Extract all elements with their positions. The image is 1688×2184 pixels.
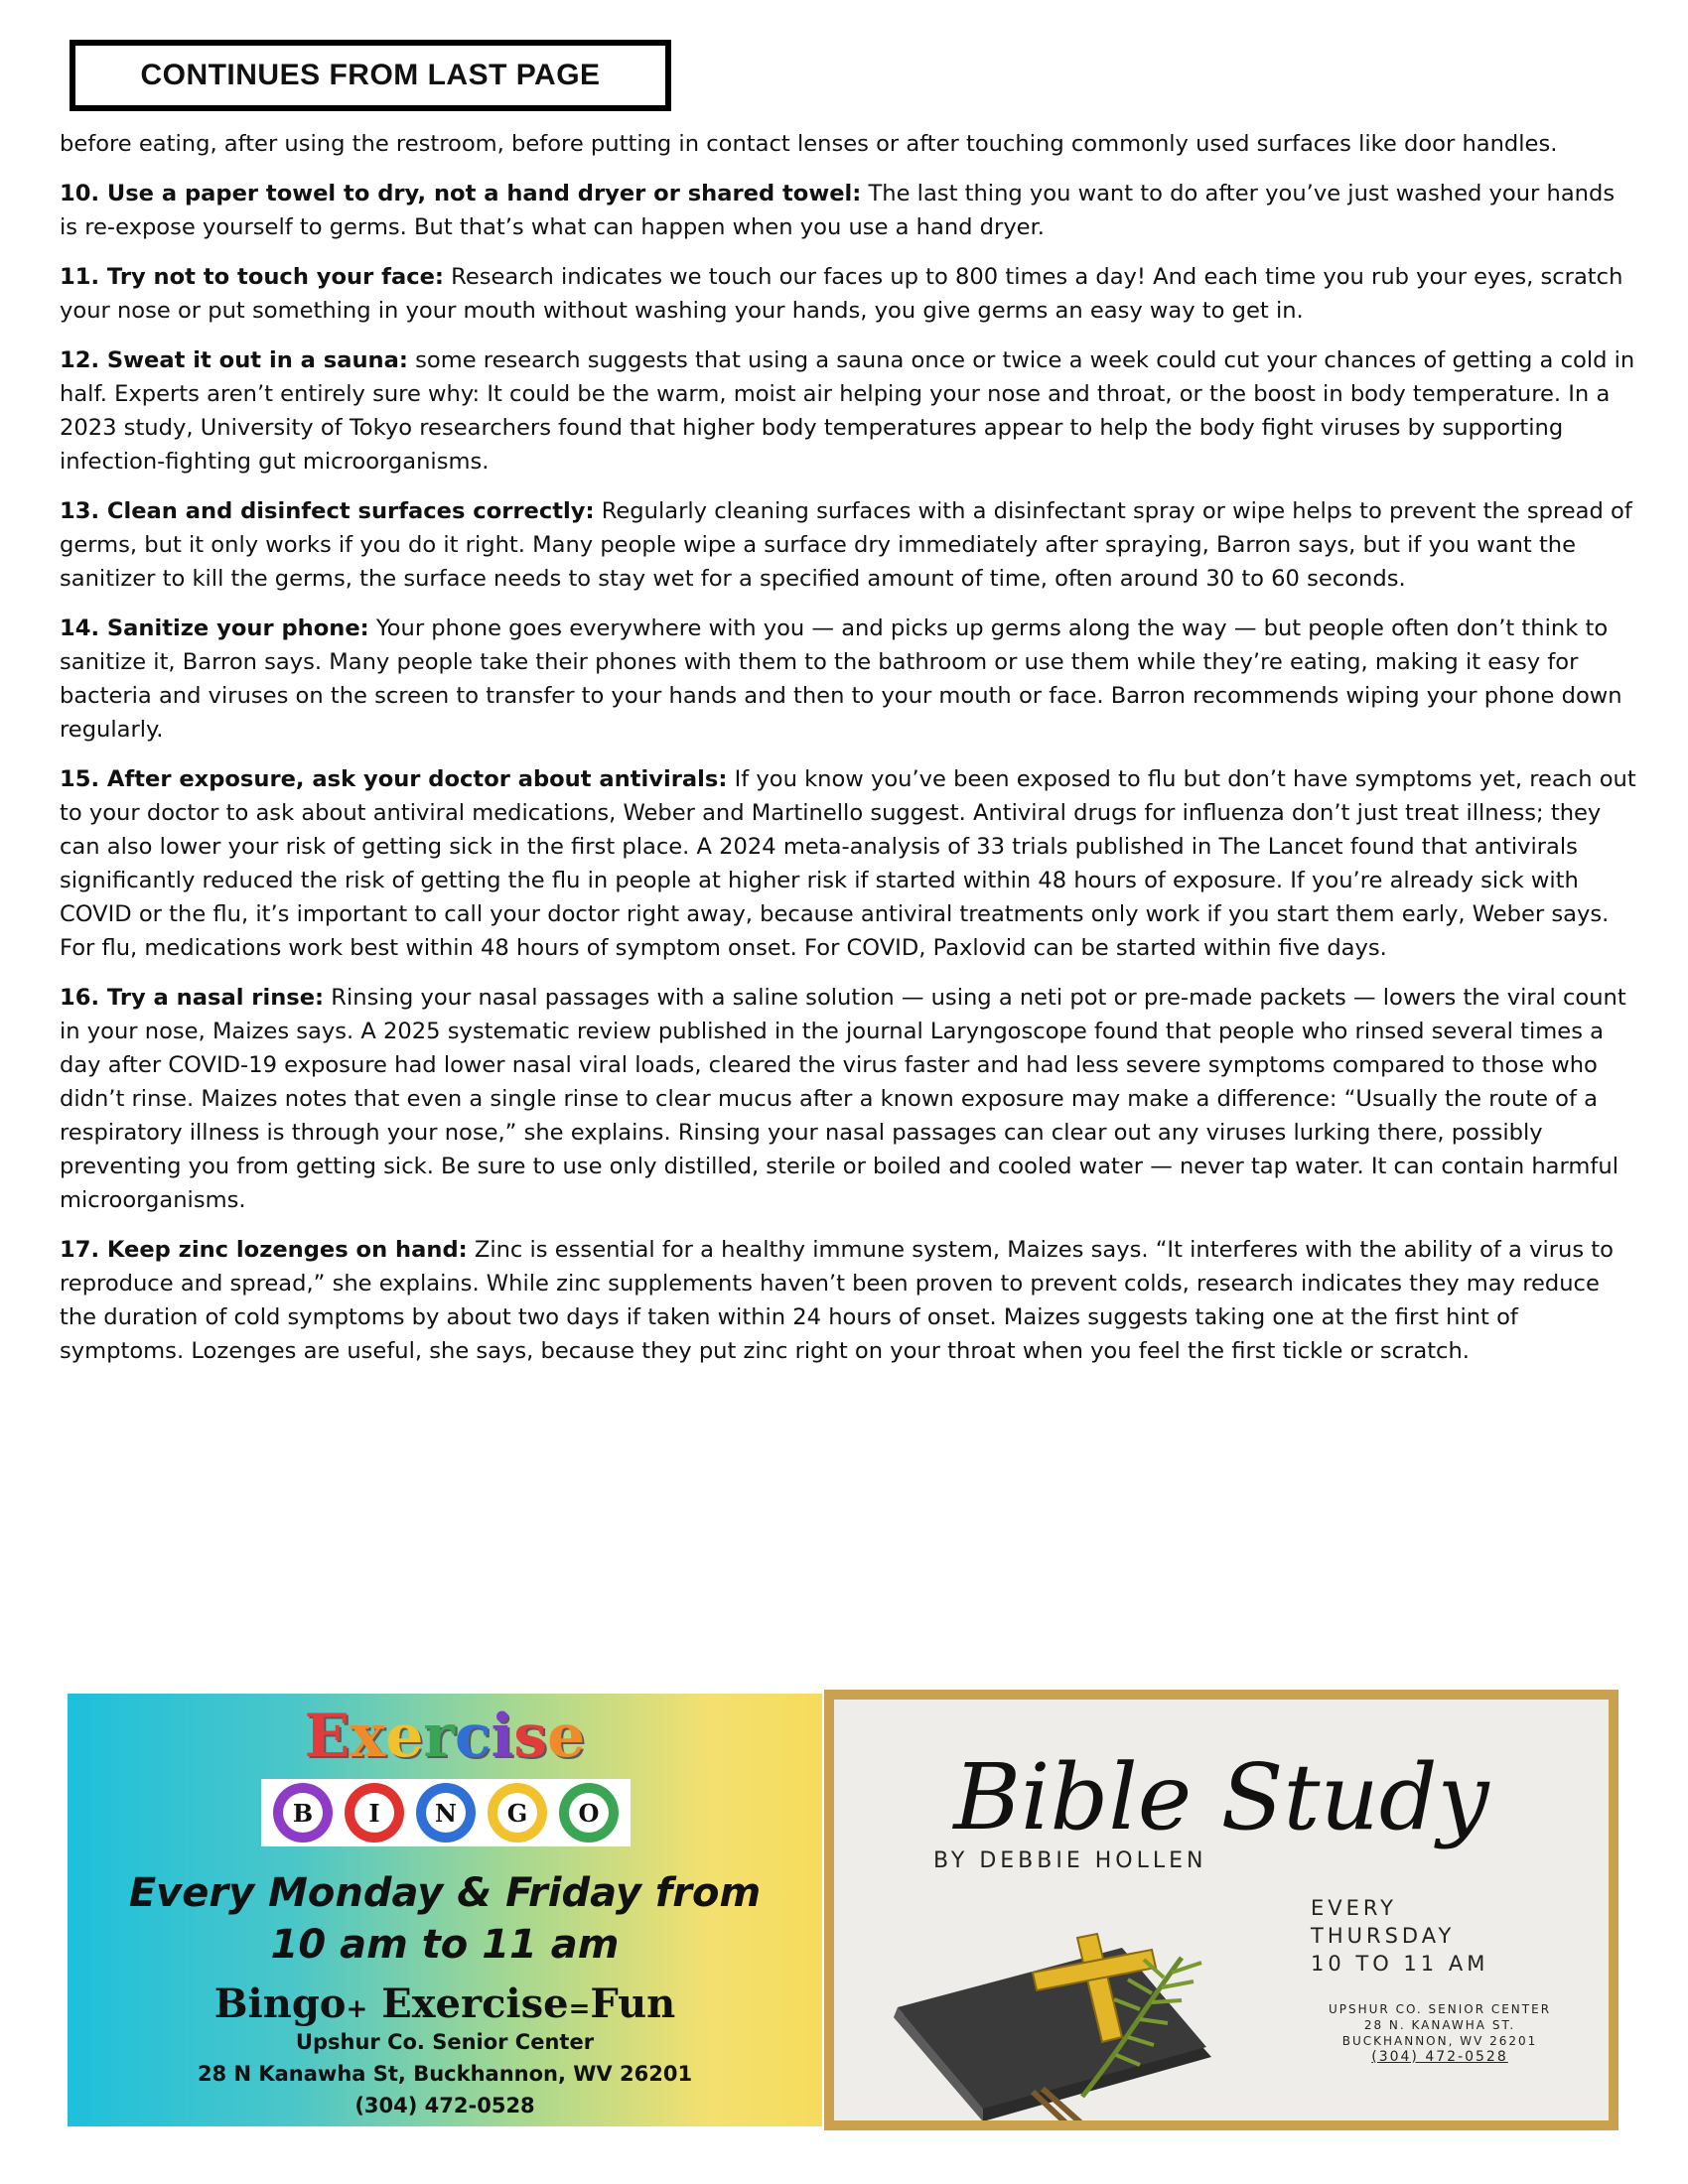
address-line: 28 N. KANAWHA ST.	[1363, 2018, 1516, 2032]
tip-paragraph	[60, 260, 1638, 328]
tip-title: 11. Try not to touch your face:	[60, 264, 444, 290]
tip-body: Rinsing your nasal passages with a saline solution — using a neti pot or pre-made packets — lowers the viral count in your nose, Maizes says. A 2025 systematic review published in the journal Laryngoscope found that people who rinsed several times a day after COVID-19 exposure had lower nasal viral loads, cleared the virus faster and had less severe symptoms compared to those who didn’t rinse. Maizes notes that even a single rinse to clear mucus after a known exposure may make a difference: “Usually the route of a respiratory illness is through your nose,” she explains. Rinsing your nasal passages can clear out any viruses lurking there, possibly preventing you from getting sick. Be sure to use only distilled, sterile or boiled and cooled water — never tap water. It can contain harmful microorganisms.	[60, 985, 1626, 1213]
exercise-bingo-flyer	[68, 1694, 822, 2126]
bingo-slogan	[68, 1981, 822, 2032]
bible-study-flyer	[824, 1690, 1618, 2130]
title-letter: x	[350, 1702, 386, 1771]
ball-letter: I	[354, 1793, 394, 1833]
tip-title: 14. Sanitize your phone:	[60, 615, 369, 641]
ball-letter: B	[283, 1793, 323, 1833]
bingo-ball-icon	[416, 1783, 476, 1843]
article-body	[60, 127, 1638, 1384]
tip-body: Regularly cleaning surfaces with a disinfectant spray or wipe helps to prevent the spread of germs, but it only works if you do it right. Many people wipe a surface dry immediately after spraying, Barron says, but if you want the sanitizer to kill the germs, the surface needs to stay wet for a specified amount of time, often around 30 to 60 seconds.	[60, 498, 1632, 592]
title-letter: r	[423, 1702, 455, 1771]
when-line: EVERY	[1311, 1896, 1397, 1920]
ball-letter: O	[569, 1793, 609, 1833]
tip-title: 12. Sweat it out in a sauna:	[60, 347, 408, 373]
tip-title: 10. Use a paper towel to dry, not a hand dryer or shared towel:	[60, 181, 862, 206]
tip-paragraph	[60, 343, 1638, 478]
bingo-balls-logo	[261, 1779, 631, 1846]
title-letter: e	[385, 1702, 424, 1771]
tip-body: Your phone goes everywhere with you — and picks up germs along the way — but people often don’t think to sanitize it, Barron says. Many people take their phones with them to the bathroom or use them while they’re eating, making it easy for bacteria and viruses on the screen to transfer to your hands and then to your mouth or face. Barron recommends wiping your phone down regularly.	[60, 615, 1622, 743]
bingo-ball-icon	[488, 1783, 547, 1843]
address-line: UPSHUR CO. SENIOR CENTER	[1328, 2002, 1552, 2016]
title-letter: s	[513, 1702, 548, 1771]
tip-title: 13. Clean and disinfect surfaces correctly:	[60, 498, 595, 524]
tip-paragraph	[60, 1233, 1638, 1368]
address-line: BUCKHANNON, WV 26201	[1341, 2034, 1538, 2048]
slogan-part: Fun	[590, 1980, 676, 2027]
continues-banner: CONTINUES FROM LAST PAGE	[70, 40, 671, 111]
ball-letter: N	[426, 1793, 466, 1833]
bingo-schedule: Every Monday & Friday from	[128, 1870, 762, 1916]
exercise-title	[68, 1702, 822, 1771]
tip-body: some research suggests that using a sauna once or twice a week could cut your chances of getting a cold in half. Experts aren’t entirely sure why: It could be the warm, moist air helping your nose and throat, or the boost in body temperature. In a 2023 study, University of Tokyo researchers found that higher body temperatures appear to help the body fight viruses by supporting infection-fighting gut microorganisms.	[60, 347, 1635, 475]
article-intro: before eating, after using the restroom, before putting in contact lenses or after touching commonly used surfaces like door handles.	[60, 131, 1558, 157]
bible-when	[1311, 1894, 1569, 1978]
tip-paragraph	[60, 981, 1638, 1217]
when-line: THURSDAY	[1311, 1924, 1456, 1948]
bingo-ball-icon	[345, 1783, 404, 1843]
tip-paragraph	[60, 494, 1638, 596]
title-letter: e	[547, 1702, 586, 1771]
slogan-part: +	[346, 1994, 368, 2024]
tip-body: Zinc is essential for a healthy immune system, Maizes says. “It interferes with the ability of a virus to reproduce and spread,” she explains. While zinc supplements haven’t been proven to prevent colds, research indicates they may reduce the duration of cold symptoms by about two days if taken within 24 hours of onset. Maizes suggests taking one at the first hint of symptoms. Lozenges are useful, she says, because they put zinc right on your throat when you feel the first tickle or scratch.	[60, 1237, 1614, 1364]
tip-body: Research indicates we touch our faces up to 800 times a day! And each time you rub your eyes, scratch your nose or put something in your mouth without washing your hands, you give germs an easy way to get in.	[60, 264, 1623, 324]
tip-body: The last thing you want to do after you’ve just washed your hands is re-expose yourself to germs. But that’s what can happen when you use a hand dryer.	[60, 181, 1616, 240]
bingo-org: Upshur Co. Senior Center	[295, 2030, 595, 2054]
tip-paragraph	[60, 762, 1638, 965]
title-letter: E	[304, 1702, 351, 1771]
bible-title-text: Bible Study	[953, 1744, 1489, 1850]
slogan-part: Exercise	[367, 1980, 569, 2027]
bible-address	[1291, 2001, 1589, 2065]
bingo-ball-icon	[273, 1783, 333, 1843]
tip-paragraph	[60, 177, 1638, 244]
ball-letter: G	[497, 1793, 537, 1833]
bingo-phone: (304) 472-0528	[354, 2094, 535, 2117]
slogan-part: Bingo	[213, 1980, 347, 2027]
bingo-ball-icon	[559, 1783, 619, 1843]
tip-title: 17. Keep zinc lozenges on hand:	[60, 1237, 468, 1263]
bingo-time: 10 am to 11 am	[270, 1922, 620, 1968]
tip-title: 15. After exposure, ask your doctor about antivirals:	[60, 766, 728, 792]
when-line: 10 TO 11 AM	[1311, 1952, 1489, 1976]
tip-title: 16. Try a nasal rinse:	[60, 985, 325, 1011]
bible-book-cross-icon	[884, 1898, 1281, 2126]
title-letter: c	[455, 1702, 492, 1771]
bible-byline: BY DEBBIE HOLLEN	[933, 1848, 1207, 1873]
slogan-part: =	[568, 1994, 591, 2024]
bible-phone: (304) 472-0528	[1371, 2049, 1508, 2065]
tip-paragraph	[60, 612, 1638, 747]
bible-study-title	[874, 1739, 1569, 1858]
title-letter: i	[491, 1702, 514, 1771]
bingo-address: 28 N Kanawha St, Buckhannon, WV 26201	[197, 2062, 693, 2086]
tip-body: If you know you’ve been exposed to flu but don’t have symptoms yet, reach out to your doctor to ask about antiviral medications, Weber and Martinello suggest. Antiviral drugs for influenza don’t just treat illness; they can also lower your risk of getting sick in the first place. A 2024 meta-analysis of 33 trials published in The Lancet found that antivirals significantly reduced the risk of getting the flu in people at higher risk if started within 48 hours of exposure. If you’re already sick with COVID or the flu, it’s important to call your doctor right away, because antiviral treatments only work if you start them early, Weber says. For flu, medications work best within 48 hours of symptom onset. For COVID, Paxlovid can be started within five days.	[60, 766, 1636, 961]
